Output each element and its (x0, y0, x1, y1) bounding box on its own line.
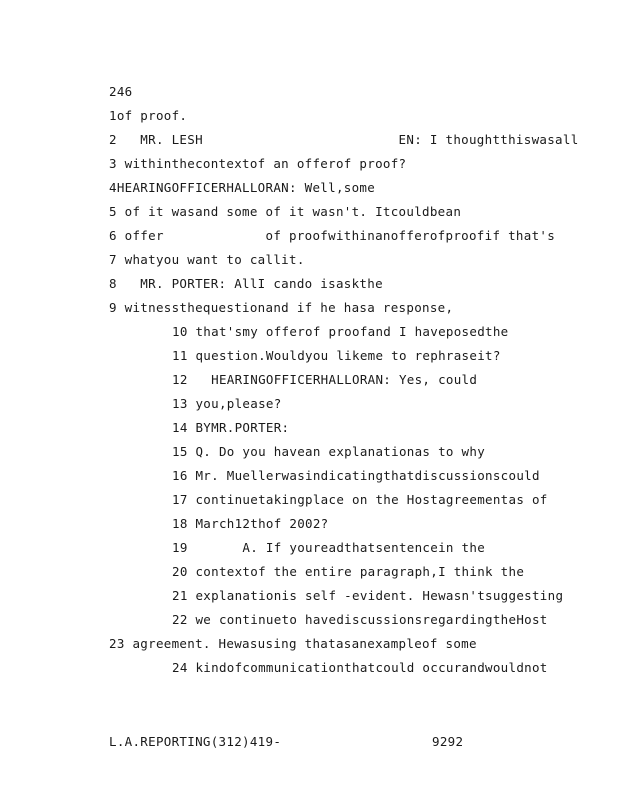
transcript-line-6: 6 offer of proofwithinanofferofproofif that's (109, 228, 556, 243)
transcript-line-22: 22 we continueto havediscussionsregardingtheHost (172, 612, 548, 627)
transcript-line-10: 10 that'smy offerof proofand I haveposedthe (172, 324, 509, 339)
transcript-line-2: 2 MR. LESH EN: I thoughtthiswasall (109, 132, 579, 147)
transcript-line-12: 12 HEARINGOFFICERHALLORAN: Yes, could (172, 372, 478, 387)
footer-phone-suffix: 9292 (432, 734, 464, 749)
transcript-line-16: 16 Mr. Muellerwasindicatingthatdiscussionscould (172, 468, 540, 483)
transcript-line-21: 21 explanationis self -evident. Hewasn'tsuggesting (172, 588, 564, 603)
transcript-line-1: 1of proof. (109, 108, 188, 123)
transcript-line-7: 7 whatyou want to callit. (109, 252, 305, 267)
transcript-line-9: 9 witnessthequestionand if he hasa response, (109, 300, 454, 315)
transcript-line-20: 20 contextof the entire paragraph,I think the (172, 564, 525, 579)
transcript-line-13: 13 you,please? (172, 396, 282, 411)
transcript-line-4: 4HEARINGOFFICERHALLORAN: Well,some (109, 180, 376, 195)
transcript-line-23: 23 agreement. Hewasusing thatasanexampleof some (109, 636, 477, 651)
transcript-line-15: 15 Q. Do you havean explanationas to why (172, 444, 486, 459)
transcript-line-8: 8 MR. PORTER: AllI cando isaskthe (109, 276, 383, 291)
transcript-line-17: 17 continuetakingplace on the Hostagreementas of (172, 492, 548, 507)
footer-reporter: L.A.REPORTING(312)419- (109, 734, 282, 749)
transcript-line-5: 5 of it wasand some of it wasn't. Itcouldbean (109, 204, 462, 219)
transcript-line-3: 3 withinthecontextof an offerof proof? (109, 156, 407, 171)
transcript-line-24: 24 kindofcommunicationthatcould occurandwouldnot (172, 660, 548, 675)
transcript-line-11: 11 question.Wouldyou likeme to rephraseit? (172, 348, 501, 363)
transcript-line-19: 19 A. If youreadthatsentencein the (172, 540, 486, 555)
page-number: 246 (109, 84, 133, 99)
transcript-line-14: 14 BYMR.PORTER: (172, 420, 290, 435)
transcript-line-18: 18 March12thof 2002? (172, 516, 329, 531)
